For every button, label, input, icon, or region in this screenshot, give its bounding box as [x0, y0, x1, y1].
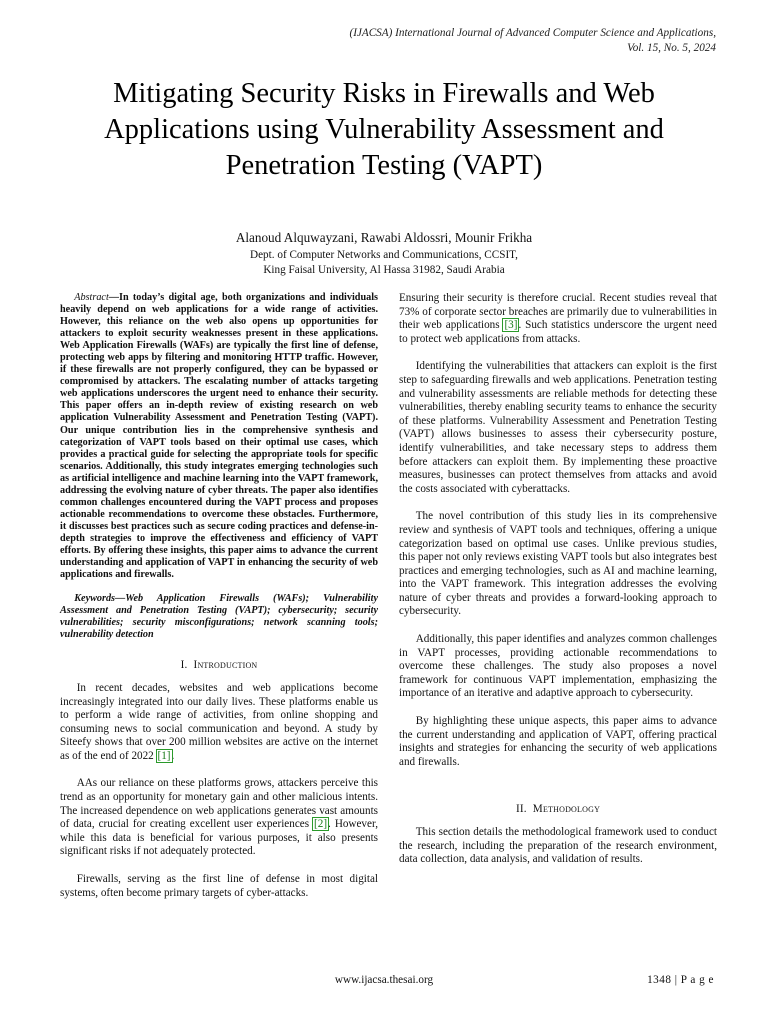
paragraph-text: AAs our reliance on these platforms grows, attackers perceive this trend as an opportunity for monetary gain and other malicious intents. The increased dependence on web applications generates vast amounts of data, crucial for creating excellent user experiences — [60, 777, 378, 831]
paragraph — [399, 292, 717, 346]
paragraph: Identifying the vulnerabilities that attackers can exploit is the first step to safeguarding firewalls and web applications. Penetration testing and vulnerability assessments are reliable methods for detecting these vulnerabilities, thereby enabling security teams to enhance the security of these platforms. Vulnerability Assessment and Penetration Testing (VAPT) allows businesses to assess their cybersecurity posture, identify vulnerabilities, and take necessary steps to address them before attackers can exploit them. By implementing these proactive measures, businesses can protect themselves from attacks and avoid the costs associated with cyberattacks. — [399, 360, 717, 495]
affiliation-line-2: King Faisal University, Al Hassa 31982, Saudi Arabia — [263, 263, 505, 276]
journal-volume: Vol. 15, No. 5, 2024 — [627, 42, 716, 54]
paragraph-text: . — [171, 749, 175, 762]
section-heading-introduction — [60, 659, 378, 673]
authors: Alanoud Alquwayzani, Rawabi Aldossri, Mounir Frikha — [235, 230, 533, 245]
abstract — [60, 292, 378, 581]
citation-link[interactable]: [3] — [504, 319, 518, 332]
journal-name: (IJACSA) International Journal of Advanced Computer Science and Applications, — [349, 27, 716, 39]
section-number: II. — [515, 803, 527, 816]
paragraph-text: . Such statistics underscore the urgent need to protect web applications from attacks. — [399, 319, 717, 345]
paragraph — [60, 682, 378, 764]
paper-title: Mitigating Security Risks in Firewalls and Web Applications using Vulnerability Assessment and Penetration Testing (VAPT) — [104, 78, 664, 181]
paragraph-text: . However, while this data is beneficial for various purposes, it also presents significant risks if not adequately protected. — [60, 818, 378, 858]
paragraph-text: In recent decades, websites and web applications become increasingly integrated into our daily lives. These platforms enable us to perform a wide range of activities, from online shopping and consuming news to social communication and beyond. A study by Siteefy shows that over 200 million websites are active on the internet as of the end of 2022 — [60, 681, 378, 762]
paragraph-text: Ensuring their security is therefore crucial. Recent studies reveal that 73% of corporate sector breaches are primarily due to vulnerabilities in their web applications — [399, 292, 717, 332]
citation-link[interactable]: [2] — [314, 818, 328, 831]
right-column — [399, 292, 717, 881]
abstract-text: —In today’s digital age, both organizations and individuals heavily depend on web applications for a wide range of activities. However, this reliance on the web also opens up opportunities for attackers to exploit security weaknesses present in these applications. Web Application Firewalls (WAFs) are typically the first line of defense, protecting web apps by filtering and monitoring HTTP traffic. However, if these firewalls are not properly configured, they can be bypassed or compromised by attackers. The escalating number of attacks targeting web applications underscores the urgent need to enhance their security. This paper offers an in-depth review of existing research on web application Vulnerability Assessment and Penetration Testing (VAPT). Our unique contribution lies in the comprehensive synthesis and categorization of VAPT tools based on their optimal use cases, which provides a practical guide for selecting the appropriate tools for specific scenarios. Additionally, this study integrates emerging technologies such as artificial intelligence and machine learning into the VAPT framework, addressing the evolving nature of cyber threats. The paper also identifies common challenges encountered during the VAPT process and proposes actionable recommendations to overcome these obstacles. Furthermore, it discusses best practices such as secure coding practices and defense-in-depth strategies to improve the effectiveness and efficiency of VAPT efforts. By offering these insights, this paper aims to advance the current understanding and application of VAPT in enhancing the security of web applications and firewalls. — [60, 292, 378, 581]
paragraph — [60, 777, 378, 859]
section-title: Introduction — [193, 659, 258, 672]
left-column — [60, 292, 378, 914]
abstract-label: Abstract — [74, 292, 109, 303]
paragraph: Firewalls, serving as the first line of defense in most digital systems, often become primary targets of cyber-attacks. — [60, 873, 378, 899]
paragraph: This section details the methodological framework used to conduct the research, including the preparation of the research environment, data collection, data analysis, and validation of results. — [399, 826, 717, 866]
affiliation — [0, 248, 768, 277]
paragraph: The novel contribution of this study lies in its comprehensive review and synthesis of VAPT tools and techniques, offering a unique categorization based on optimal use cases. Unlike previous studies, this paper not only reviews existing VAPT tools but also integrates best practices and emerging technologies, such as AI and machine learning, into the VAPT framework. This integration addresses the evolving nature of cyber threats and provides a forward-looking approach to cybersecurity. — [399, 510, 717, 618]
section-heading-methodology — [399, 803, 717, 817]
affiliation-line-1: Dept. of Computer Networks and Communications, CCSIT, — [250, 249, 518, 261]
paragraph: By highlighting these unique aspects, this paper aims to advance the current understanding and application of VAPT, offering practical insights and strategies for enhancing the security of web applications and firewalls. — [399, 715, 717, 768]
citation-link[interactable]: [1] — [157, 749, 171, 762]
footer-url: www.ijacsa.thesai.org — [334, 974, 434, 986]
journal-header — [349, 26, 716, 56]
keywords: Keywords—Web Application Firewalls (WAFs); Vulnerability Assessment and Penetration Testing (VAPT); cybersecurity; security vulnerabilities; security misconfigurations; network scanning tools; vulnerability detection — [60, 593, 378, 641]
paragraph: Additionally, this paper identifies and analyzes common challenges in VAPT processes, providing actionable recommendations to overcome these challenges. The study also proposes a novel framework for continuous VAPT implementation, emphasizing the importance of an iterative and adaptive approach to cybersecurity. — [399, 633, 717, 700]
section-title: Methodology — [532, 803, 601, 816]
page-number: 1348 | P a g e — [647, 974, 714, 986]
section-number: I. — [180, 659, 188, 672]
